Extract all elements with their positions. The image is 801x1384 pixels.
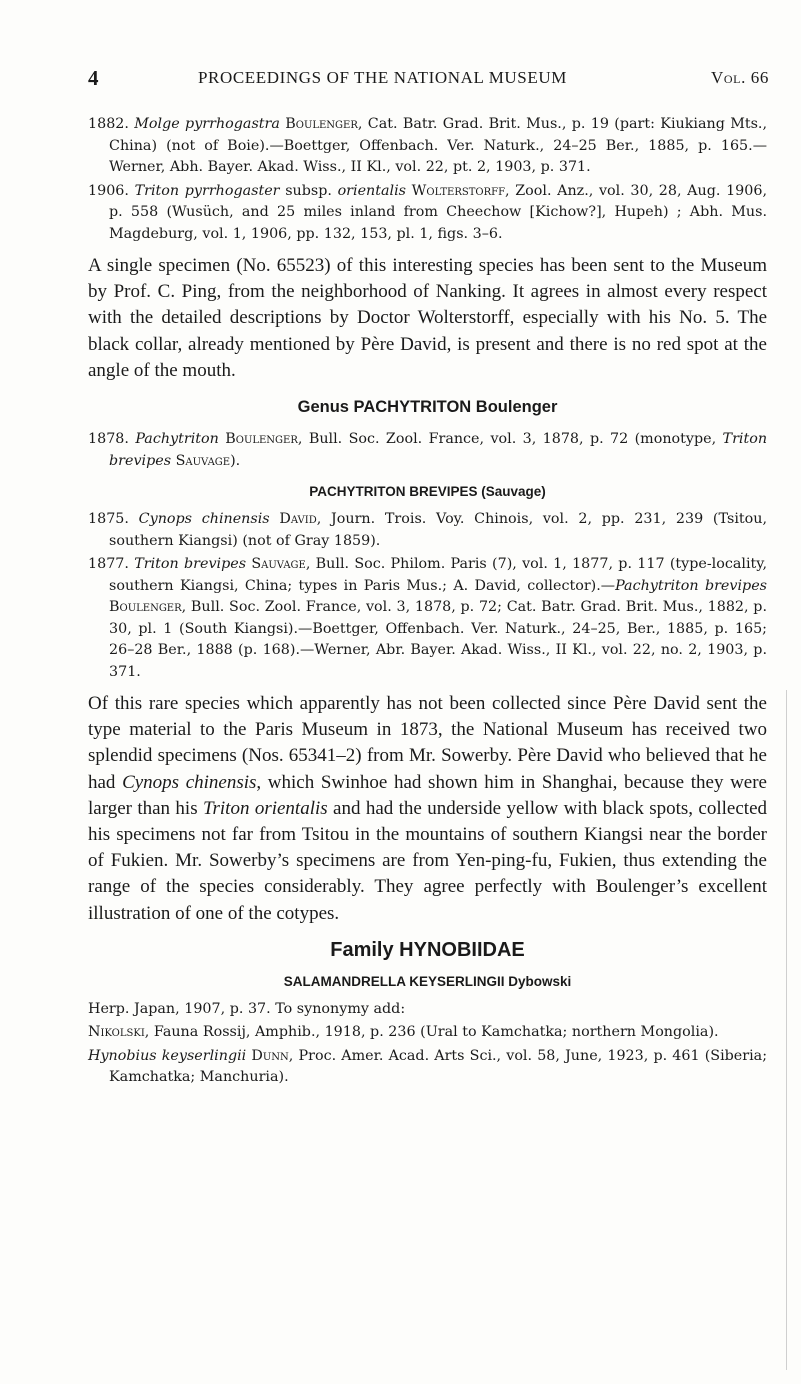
synonymy-entry: 1906. Triton pyrrhogaster subsp. orientalis Wolterstorff, Zool. Anz., vol. 30, 28, Aug. 1906, p. 558 (Wusüch, and 25 miles inland from Cheechow [Kichow?], Hupeh) ; Abh. Mus. Magdeburg, vol. 1, 1906, pp. 132, 153, pl. 1, figs. 3–6. — [88, 182, 767, 242]
volume-label: Vol. 66 — [711, 68, 769, 87]
synonymy-entry: 1878. Pachytriton Boulenger, Bull. Soc. Zool. France, vol. 3, 1878, p. 72 (monotype, Triton brevipes Sauvage). — [88, 431, 768, 469]
article-body — [88, 114, 767, 1091]
page-number: 4 — [88, 66, 100, 90]
body-paragraph: Of this rare species which apparently has not been collected since Père David sent the type material to the Paris Museum in 1873, the National Museum has received two splendid specimens (Nos. 65341–2) from Mr. Sowerby. Père David who believed that he had Cynops chinensis, which Swinhoe had shown him in Shanghai, because they were larger than his Triton orientalis and had the underside yellow with black spots, collected his specimens not far from Tsitou in the mountains of southern Kiangsi near the border of Fukien. Mr. Sowerby’s specimens are from Yen-ping-fu, Fukien, thus extending the range of the species considerably. They agree perfectly with Boulenger’s excellent illustration of one of the cotypes. — [88, 693, 767, 924]
body-paragraph: A single specimen (No. 65523) of this interesting species has been sent to the Museum by Prof. C. Ping, from the neighborhood of Nanking. It agrees in almost every respect with the detailed descriptions by Doctor Wolterstorff, especially with his No. 5. The black collar, already mentioned by Père David, is present and there is no red spot at the angle of the mouth. — [88, 255, 767, 381]
synonymy-entry: 1877. Triton brevipes Sauvage, Bull. Soc. Philom. Paris (7), vol. 1, 1877, p. 117 (type-locality, southern Kiangsi, China; types in Paris Mus.; A. David, collector).—Pachytriton brevipes Boulenger, Bull. Soc. Zool. France, vol. 3, 1878, p. 72; Cat. Batr. Grad. Brit. Mus., 1882, p. 30, pl. 1 (South Kiangsi).—Boettger, Offenbach. Ver. Naturk., 24–25, Ber., 1885, p. 165; 26–28 Ber., 1888 (p. 168).—Werner, Abr. Bayer. Akad. Wiss., II Kl., vol. 22, no. 2, 1903, p. 371. — [88, 556, 767, 680]
running-title: PROCEEDINGS OF THE NATIONAL MUSEUM — [198, 68, 567, 87]
species-heading: SALAMANDRELLA KEYSERLINGII Dybowski — [283, 973, 572, 989]
synonymy-entry: 1875. Cynops chinensis David, Journ. Trois. Voy. Chinois, vol. 2, pp. 231, 239 (Tsitou, southern Kiangsi) (not of Gray 1859). — [88, 511, 768, 549]
scan-edge-line — [786, 690, 787, 1370]
reference-line: Herp. Japan, 1907, p. 37. To synonymy add: — [88, 1000, 406, 1017]
running-header — [88, 66, 769, 92]
species-heading: PACHYTRITON BREVIPES (Sauvage) — [309, 484, 546, 500]
synonymy-entry: Hynobius keyserlingii Dunn, Proc. Amer. Acad. Arts Sci., vol. 58, June, 1923, p. 461 (Siberia; Kamchatka; Manchuria). — [88, 1047, 768, 1086]
synonymy-entry: 1882. Molge pyrrhogastra Boulenger, Cat. Batr. Grad. Brit. Mus., p. 19 (part: Kiukiang Mts., China) (not of Boie).—Boettger, Offenbach. Ver. Naturk., 24–25 Ber., 1885, p. 165.—Werner, Abh. Bayer. Akad. Wiss., II Kl., vol. 22, pt. 2, 1903, p. 371. — [88, 116, 768, 175]
synonymy-entry: Nikolski, Fauna Rossij, Amphib., 1918, p. 236 (Ural to Kamchatka; northern Mongolia). — [88, 1024, 719, 1041]
family-heading: Family HYNOBIIDAE — [330, 938, 525, 961]
genus-heading: Genus PACHYTRITON Boulenger — [297, 398, 558, 417]
